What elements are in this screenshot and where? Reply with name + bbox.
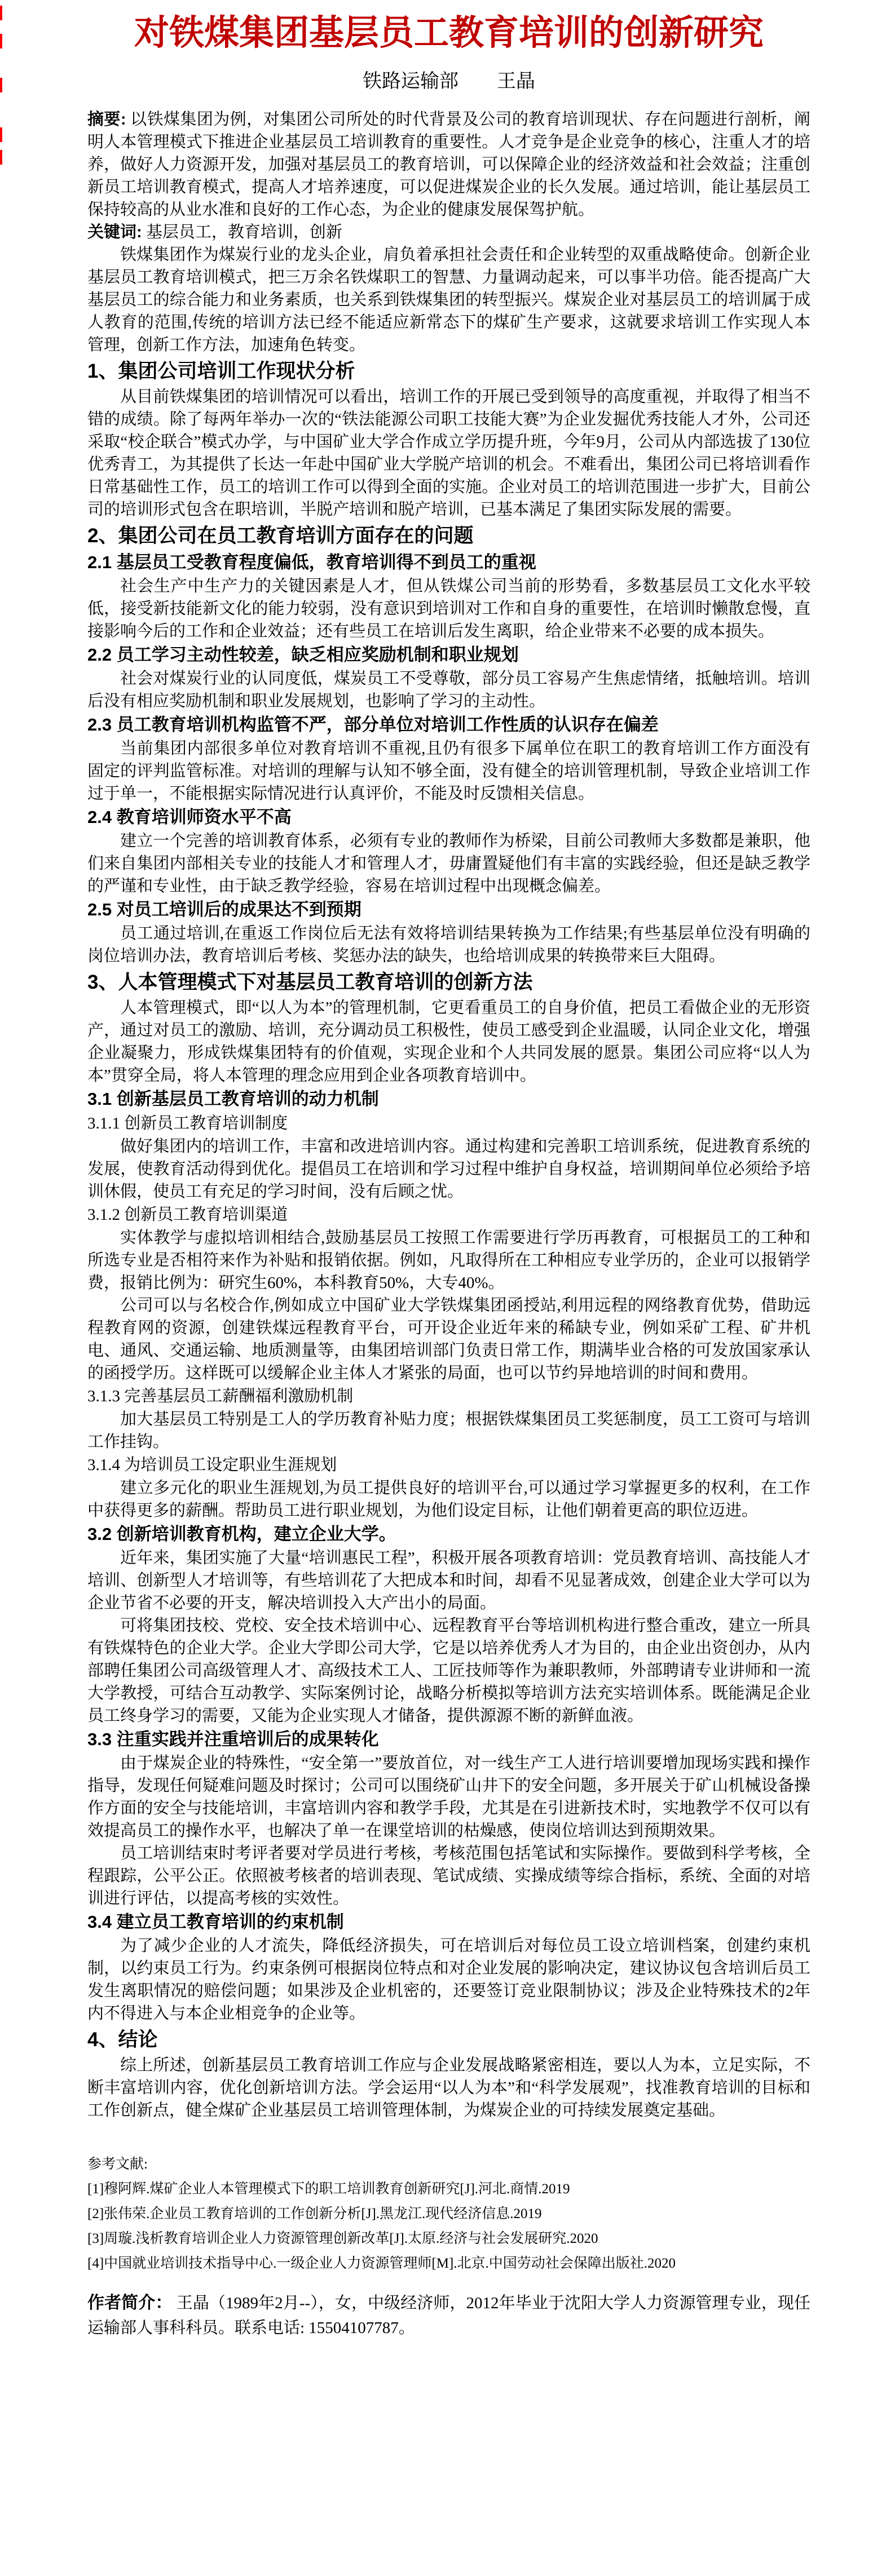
abstract-text: 以铁煤集团为例，对集团公司所处的时代背景及公司的教育培训现状、存在问题进行剖析，阐明人本管理模式下推进企业基层员工培训教育的重要性。人才竞争是企业竞争的核心，注重人才的培养，做好人力资源开发，加强对基层员工的教育培训，可以保障企业的经济效益和社会效益；注重创新员工培训教育模式，提高人才培养速度，可以促进煤炭企业的长久发展。通过培训，能让基层员工保持较高的从业水准和良好的工作心态，为企业的健康发展保驾护航。	[87, 110, 810, 219]
reference-item: [4]中国就业培训技术指导中心.一级企业人力资源管理师[M].北京.中国劳动社会保障出版社.2020	[87, 2256, 676, 2271]
section-3-1-3-heading: 3.1.3 完善基层员工薪酬福利激励机制	[87, 1387, 354, 1405]
author-text: 王晶（1989年2月--），女，中级经济师，2012年毕业于沈阳大学人力资源管理专业，现任运输部人事科科员。联系电话: 15504107787。	[87, 2294, 811, 2337]
section-1-heading: 1、集团公司培训工作现状分析	[87, 360, 355, 382]
section-3-1-4-heading: 3.1.4 为培训员工设定职业生涯规划	[87, 1456, 337, 1474]
section-3-1-1-heading: 3.1.1 创新员工教育培训制度	[87, 1114, 288, 1132]
keywords	[87, 221, 810, 244]
reference-item: [2]张伟荣.企业员工教育培训的工作创新分析[J].黑龙江.现代经济信息.2019	[87, 2206, 542, 2221]
section-4-paragraph: 综上所述，创新基层员工教育培训工作应与企业发展战略紧密相连，要以人为本，立足实际，不断丰富培训内容，优化创新培训方法。学会运用“以人为本”和“科学发展观”，找准教育培训的目标和工作创新点，健全煤矿企业基层员工培训管理体制，为煤炭企业的可持续发展奠定基础。	[87, 2056, 810, 2119]
keywords-label: 关键词:	[87, 223, 142, 241]
author-bio	[87, 2291, 810, 2340]
intro-paragraph: 铁煤集团作为煤炭行业的龙头企业，肩负着承担社会责任和企业转型的双重战略使命。创新企业基层员工教育培训模式，把三万余名铁煤职工的智慧、力量调动起来，可以事半功倍。能否提高广大基层员工的综合能力和业务素质，也关系到铁煤集团的转型振兴。煤炭企业对基层员工的培训属于成人教育的范围,传统的培训方法已经不能适应新常态下的煤矿生产要求，这就要求培训工作实现人本管理，创新工作方法，加速角色转变。	[87, 246, 810, 354]
revision-mark	[0, 78, 2, 92]
section-3-4-paragraph: 为了减少企业的人才流失，降低经济损失，可在培训后对每位员工设立培训档案，创建约束机制，以约束员工行为。约束条例可根据岗位特点和对企业发展的影响决定，建议协议包含培训后员工发生离职情况的赔偿问题；如果涉及企业机密的，还要签订竞业限制协议；涉及企业特殊技术的2年内不得进入与本企业相竞争的企业等。	[87, 1937, 810, 2022]
keywords-text: 基层员工，教育培训，创新	[146, 223, 342, 241]
revision-mark	[0, 127, 2, 142]
reference-item: [1]穆阿辉.煤矿企业人本管理模式下的职工培训教育创新研究[J].河北.商情.2019	[87, 2181, 570, 2197]
section-2-heading: 2、集团公司在员工教育培训方面存在的问题	[87, 525, 474, 547]
section-3-3-paragraph-2: 员工培训结束时考评者要对学员进行考核，考核范围包括笔试和实际操作。要做到科学考核，全程跟踪，公平公正。依照被考核者的培训表现、笔试成绩、实操成绩等综合指标，系统、全面的对培训进行评估，以提高考核的实效性。	[87, 1844, 810, 1907]
section-2-4-paragraph: 建立一个完善的培训教育体系，必须有专业的教师作为桥梁，目前公司教师大多数都是兼职，他们来自集团内部相关专业的技能人才和管理人才，毋庸置疑他们有丰富的实践经验，但还是缺乏教学的严谨和专业性，由于缺乏教学经验，容易在培训过程中出现概念偏差。	[87, 832, 810, 895]
section-3-1-3-paragraph: 加大基层员工特别是工人的学历教育补贴力度；根据铁煤集团员工奖惩制度，员工工资可与培训工作挂钩。	[87, 1410, 810, 1451]
section-3-1-4-paragraph: 建立多元化的职业生涯规划,为员工提供良好的培训平台,可以通过学习掌握更多的权利，在工作中获得更多的薪酬。帮助员工进行职业规划，为他们设定目标，让他们朝着更高的职位迈进。	[87, 1479, 810, 1520]
references-label: 参考文献:	[87, 2157, 148, 2172]
section-3-heading: 3、人本管理模式下对基层员工教育培训的创新方法	[87, 971, 533, 993]
section-2-3-heading: 2.3 员工教育培训机构监管不严，部分单位对培训工作性质的认识存在偏差	[87, 715, 659, 734]
author-label: 作者简介：	[87, 2294, 173, 2312]
section-3-1-1-paragraph: 做好集团内的培训工作，丰富和改进培训内容。通过构建和完善职工培训系统，促进教育系统的发展，使教育活动得到优化。提倡员工在培训和学习过程中维护自身权益，培训期间单位必须给予培训休假，使员工有充足的学习时间，没有后顾之忧。	[87, 1137, 810, 1201]
section-3-1-2-paragraph-1: 实体教学与虚拟培训相结合,鼓励基层员工按照工作需要进行学历再教育，可根据员工的工种和所选专业是否相符来作为补贴和报销依据。例如，凡取得所在工种相应专业学历的，企业可以报销学费，报销比例为：研究生60%，本科教育50%，大专40%。	[87, 1229, 810, 1292]
revision-mark	[0, 34, 2, 48]
section-2-2-paragraph: 社会对煤炭行业的认同度低，煤炭员工不受尊敬，部分员工容易产生焦虑情绪，抵触培训。培训后没有相应奖励机制和职业发展规划，也影响了学习的主动性。	[87, 670, 810, 710]
section-2-3-paragraph: 当前集团内部很多单位对教育培训不重视,且仍有很多下属单位在职工的教育培训工作方面没有固定的评判监管标准。对培训的理解与认知不够全面，没有健全的培训管理机制，导致企业培训工作过于单一，不能根据实际情况进行认真评价，不能及时反馈相关信息。	[87, 740, 810, 803]
section-3-3-paragraph-1: 由于煤炭企业的特殊性，“安全第一”要放首位，对一线生产工人进行培训要增加现场实践和操作指导，发现任何疑难问题及时探讨；公司可以围绕矿山井下的安全问题，多开展关于矿山机械设备操作方面的安全与技能培训，丰富培训内容和教学手段，尤其是在引进新技术时，实地教学不仅可以有效提高员工的操作水平，也解决了单一在课堂培训的枯燥感，使岗位培训达到预期效果。	[87, 1754, 810, 1840]
section-3-1-2-heading: 3.1.2 创新员工教育培训渠道	[87, 1206, 288, 1224]
references	[87, 2152, 810, 2276]
section-2-2-heading: 2.2 员工学习主动性较差，缺乏相应奖励机制和职业规划	[87, 645, 519, 665]
section-2-1-paragraph: 社会生产中生产力的关键因素是人才，但从铁煤公司当前的形势看，多数基层员工文化水平较低，接受新技能新文化的能力较弱，没有意识到培训对工作和自身的重要性，在培训时懒散怠慢，直接影响今后的工作和企业效益；还有些员工在培训后发生离职，给企业带来不必要的成本损失。	[87, 577, 810, 640]
revision-mark	[0, 150, 2, 165]
section-3-paragraph: 人本管理模式，即“以人为本”的管理机制，它更看重员工的自身价值，把员工看做企业的无形资产，通过对员工的激励、培训，充分调动员工积极性，使员工感受到企业温暖，认同企业文化，增强企业凝聚力，形成铁煤集团特有的价值观，实现企业和个人共同发展的愿景。集团公司应将“以人为本”贯穿全局，将人本管理的理念应用到企业各项教育培训中。	[87, 999, 810, 1085]
section-4-heading: 4、结论	[87, 2029, 158, 2051]
section-2-5-paragraph: 员工通过培训,在重返工作岗位后无法有效将培训结果转换为工作结果;有些基层单位没有明确的岗位培训办法，教育培训后考核、奖惩办法的缺失，也给培训成果的转换带来巨大阻碍。	[87, 924, 810, 965]
section-3-2-paragraph-2: 可将集团技校、党校、安全技术培训中心、远程教育平台等培训机构进行整合重改，建立一所具有铁煤特色的企业大学。企业大学即公司大学，它是以培养优秀人才为目的，由企业出资创办，从内部聘任集团公司高级管理人才、高级技术工人、工匠技师等作为兼职教师，外部聘请专业讲师和一流大学教授，可结合互动教学、实际案例讨论，战略分析模拟等培训方法充实培训体系。既能满足企业员工终身学习的需要，又能为企业实现人才储备，提供源源不断的新鲜血液。	[87, 1617, 810, 1725]
section-3-2-paragraph-1: 近年来，集团实施了大量“培训惠民工程”，积极开展各项教育培训：党员教育培训、高技能人才培训、创新型人才培训等，有些培训花了大把成本和时间，却看不见显著成效，创建企业大学可以为企业节省不必要的开支，解决培训投入大产出小的局面。	[87, 1549, 810, 1612]
abstract	[87, 108, 810, 221]
revision-mark	[0, 6, 2, 20]
section-3-4-heading: 3.4 建立员工教育培训的约束机制	[87, 1912, 344, 1932]
page-title: 对铁煤集团基层员工教育培训的创新研究	[134, 14, 764, 52]
section-2-4-heading: 2.4 教育培训师资水平不高	[87, 807, 292, 827]
section-3-1-heading: 3.1 创新基层员工教育培训的动力机制	[87, 1089, 379, 1109]
byline: 铁路运输部 王晶	[363, 71, 535, 92]
section-1-paragraph: 从目前铁煤集团的培训情况可以看出，培训工作的开展已受到领导的高度重视，并取得了相当不错的成绩。除了每两年举办一次的“铁法能源公司职工技能大赛”为企业发掘优秀技能人才外，公司还采取“校企联合”模式办学，与中国矿业大学合作成立学历提升班，今年9月，公司从内部选拔了130位优秀青工，为其提供了长达一年赴中国矿业大学脱产培训的机会。不难看出，集团公司已将培训看作日常基础性工作，员工的培训工作可以得到全面的实施。企业对员工的培训范围进一步扩大，目前公司的培训形式包含在职培训，半脱产培训和脱产培训，已基本满足了集团实际发展的需要。	[87, 388, 810, 519]
section-3-2-heading: 3.2 创新培训教育机构，建立企业大学。	[87, 1524, 396, 1544]
section-2-1-heading: 2.1 基层员工受教育程度偏低，教育培训得不到员工的重视	[87, 552, 536, 572]
section-2-5-heading: 2.5 对员工培训后的成果达不到预期	[87, 900, 361, 919]
section-3-3-heading: 3.3 注重实践并注重培训后的成果转化	[87, 1729, 379, 1749]
reference-item: [3]周璇.浅析教育培训企业人力资源管理创新改革[J].太原.经济与社会发展研究.2020	[87, 2231, 598, 2246]
section-3-1-2-paragraph-2: 公司可以与名校合作,例如成立中国矿业大学铁煤集团函授站,利用远程的网络教育优势，借助远程教育网的资源，创建铁煤远程教育平台，可开设企业近年来的稀缺专业，例如采矿工程、矿井机电、通风、交通运输、地质测量等，由集团培训部门负责日常工作，期满毕业合格的可发放国家承认的函授学历。这样既可以缓解企业主体人才紧张的局面，也可以节约异地培训的时间和费用。	[87, 1296, 810, 1382]
abstract-label: 摘要:	[87, 110, 126, 129]
